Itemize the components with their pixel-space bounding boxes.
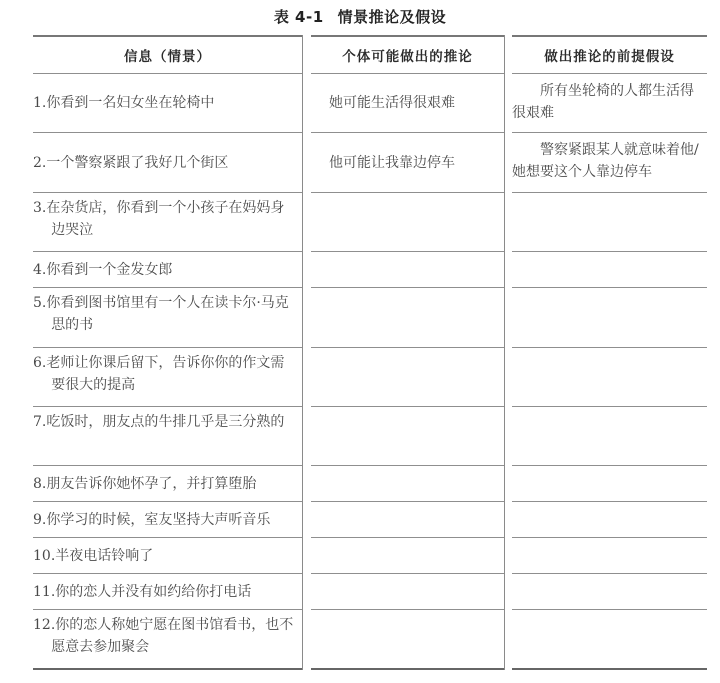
assumption-cell	[512, 252, 707, 288]
assumption-cell	[512, 574, 707, 610]
inference-cell: 她可能生活得很艰难	[311, 74, 504, 133]
assumption-cell	[512, 193, 707, 252]
inference-cell	[311, 466, 504, 502]
assumption-cell	[512, 502, 707, 538]
assumption-cell	[512, 538, 707, 574]
table-row: 1.你看到一名妇女坐在轮椅中	[33, 74, 302, 133]
inference-cell	[311, 407, 504, 466]
assumption-cell	[512, 348, 707, 407]
table-row: 2.一个警察紧跟了我好几个街区	[33, 133, 302, 193]
assumption-cell: 警察紧跟某人就意味着他/她想要这个人靠边停车	[512, 133, 707, 193]
inference-cell	[311, 193, 504, 252]
assumption-cell	[512, 610, 707, 670]
table-caption: 情景推论及假设	[337, 8, 447, 26]
column-inference	[311, 35, 505, 670]
column-assumption	[512, 35, 707, 670]
inference-cell	[311, 348, 504, 407]
header-inference: 个体可能做出的推论	[311, 35, 504, 74]
column-info	[33, 35, 303, 670]
table-title	[0, 6, 720, 27]
inference-cell	[311, 288, 504, 348]
inference-cell	[311, 574, 504, 610]
table-row: 4.你看到一个金发女郎	[33, 252, 302, 288]
inference-cell: 他可能让我靠边停车	[311, 133, 504, 193]
table-row: 9.你学习的时候，室友坚持大声听音乐	[33, 502, 302, 538]
table-row: 10.半夜电话铃响了	[33, 538, 302, 574]
assumption-cell	[512, 466, 707, 502]
inference-cell	[311, 610, 504, 670]
table-row: 12.你的恋人称她宁愿在图书馆看书，也不愿意去参加聚会	[33, 610, 302, 670]
table-number: 表 4-1	[273, 8, 324, 26]
header-assumption: 做出推论的前提假设	[512, 35, 707, 74]
table-row: 11.你的恋人并没有如约给你打电话	[33, 574, 302, 610]
assumption-cell: 所有坐轮椅的人都生活得很艰难	[512, 74, 707, 133]
table-row: 8.朋友告诉你她怀孕了，并打算堕胎	[33, 466, 302, 502]
header-info: 信息（情景）	[33, 35, 302, 74]
inference-cell	[311, 502, 504, 538]
table-row: 5.你看到图书馆里有一个人在读卡尔·马克思的书	[33, 288, 302, 348]
table-row: 3.在杂货店，你看到一个小孩子在妈妈身边哭泣	[33, 193, 302, 252]
inference-cell	[311, 252, 504, 288]
assumption-cell	[512, 407, 707, 466]
assumption-cell	[512, 288, 707, 348]
inference-cell	[311, 538, 504, 574]
table-row: 6.老师让你课后留下，告诉你你的作文需要很大的提高	[33, 348, 302, 407]
table-row: 7.吃饭时，朋友点的牛排几乎是三分熟的	[33, 407, 302, 466]
